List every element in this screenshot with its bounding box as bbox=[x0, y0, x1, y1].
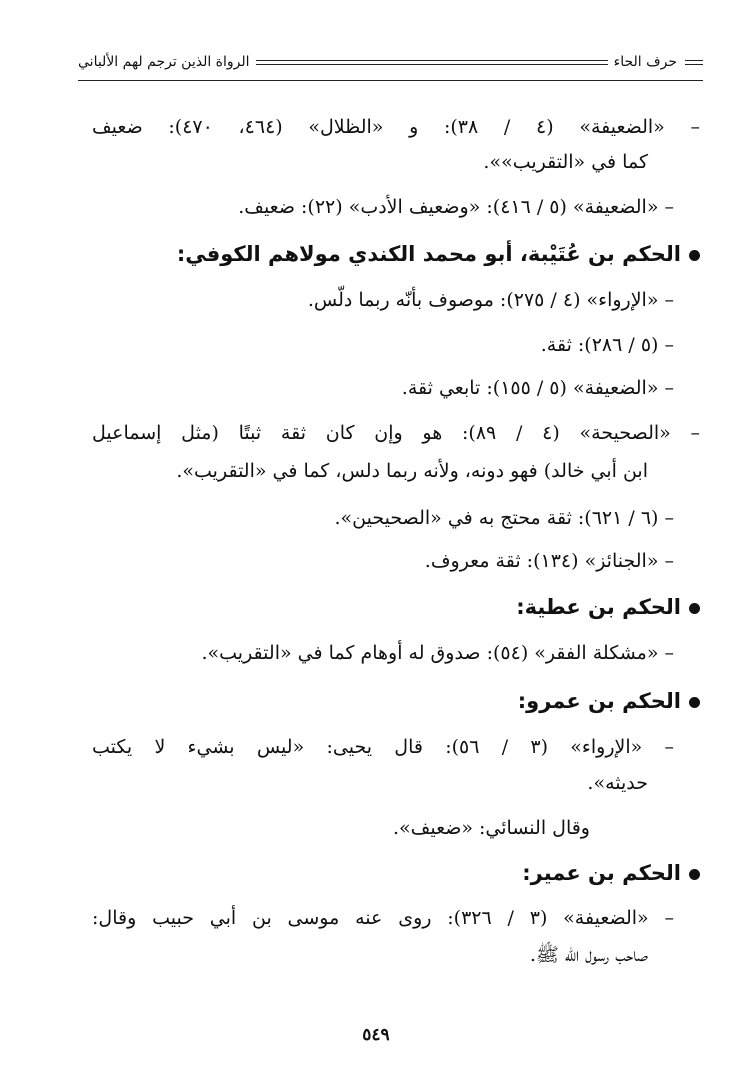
text-line: ابن أبي خالد) فهو دونه، ولأنه ربما دلس، كما في «التقريب». bbox=[176, 460, 648, 482]
text-line: – (٦ / ٦٢١): ثقة محتج به في «الصحيحين». bbox=[334, 507, 674, 529]
page-number: ٥٤٩ bbox=[362, 1025, 390, 1045]
text-line: – (٥ / ٢٨٦): ثقة. bbox=[540, 334, 674, 356]
entry-heading bbox=[522, 857, 700, 889]
text-line: – «الضعيفة» (٥ / ٤١٦): «وضعيف الأدب» (٢٢): ضعيف. bbox=[238, 196, 674, 218]
entry-heading bbox=[177, 238, 700, 270]
text-line: – «الصحيحة» (٤ / ٨٩): هو وإن كان ثقة ثبتًا (مثل إسماعيل bbox=[92, 422, 700, 444]
text-line: – «الإرواء» (٣ / ٥٦): قال يحيى: «ليس بشيء لا يكتب bbox=[92, 736, 675, 758]
text-line: – «الإرواء» (٤ / ٢٧٥): موصوف بأنّه ربما دلّس. bbox=[307, 289, 674, 311]
header-ornament bbox=[685, 60, 703, 65]
entry-heading bbox=[516, 591, 700, 623]
text-line: – «مشكلة الفقر» (٥٤): صدوق له أوهام كما في «التقريب». bbox=[201, 642, 674, 664]
header-rule-fill bbox=[256, 60, 608, 65]
bullet-icon bbox=[689, 250, 700, 261]
bullet-icon bbox=[689, 603, 700, 614]
bullet-icon bbox=[689, 697, 700, 708]
text-line: – «الضعيفة» (٤ / ٣٨): و «الظلال» (٤٦٤، ٤٧٠): ضعيف bbox=[92, 116, 700, 138]
bullet-icon bbox=[689, 869, 700, 880]
text-line: – «الجنائز» (١٣٤): ثقة معروف. bbox=[424, 550, 674, 572]
text-line: صاحب رسول الله ﷺ. bbox=[529, 944, 648, 966]
heading-text: الحكم بن عمير: bbox=[522, 861, 681, 885]
book-title: الرواة الذين ترجم لهم الألباني bbox=[78, 54, 250, 70]
entry-heading bbox=[518, 685, 700, 717]
running-header bbox=[78, 48, 703, 76]
heading-text: الحكم بن عطية: bbox=[516, 595, 681, 619]
text-line: – «الضعيفة» (٥ / ١٥٥): تابعي ثقة. bbox=[401, 377, 674, 399]
chapter-title: حرف الحاء bbox=[613, 54, 677, 70]
heading-text: الحكم بن عمرو: bbox=[517, 689, 681, 713]
text-line: وقال النسائي: «ضعيف». bbox=[393, 817, 590, 839]
text-line: كما في «التقريب»». bbox=[483, 151, 648, 173]
header-divider bbox=[78, 80, 703, 81]
text-line: حديثه». bbox=[587, 772, 648, 794]
heading-text: الحكم بن عُتَيْبة، أبو محمد الكندي مولاهم الكوفي: bbox=[176, 242, 681, 266]
text-line: – «الضعيفة» (٣ / ٣٢٦): روى عنه موسى بن أبي حبيب وقال: bbox=[92, 907, 674, 929]
